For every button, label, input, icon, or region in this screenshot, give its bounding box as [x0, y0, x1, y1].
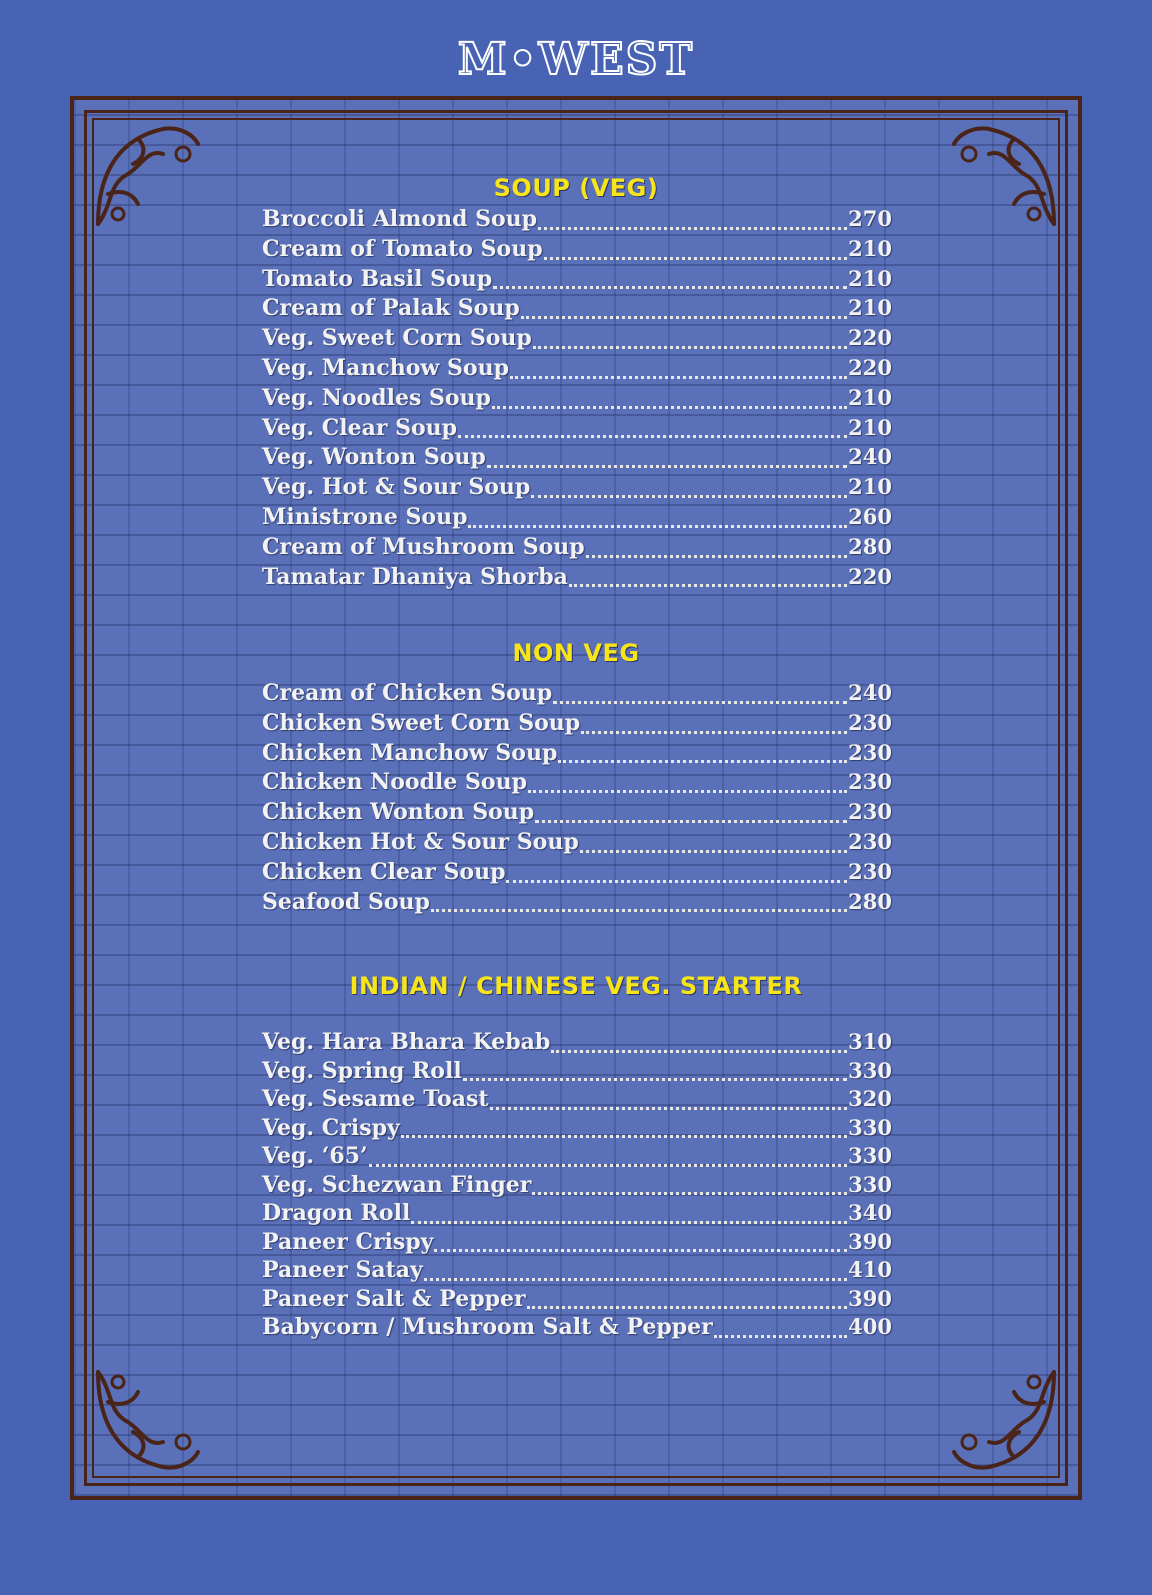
menu-item-price: 280	[848, 888, 892, 914]
menu-item-name: Tamatar Dhaniya Shorba	[262, 563, 568, 590]
menu-item	[262, 442, 892, 472]
menu-item-name: Paneer Crispy	[262, 1228, 434, 1255]
menu-item	[262, 887, 892, 917]
section-title-veg-starter: INDIAN / CHINESE VEG. STARTER	[349, 972, 803, 1000]
menu-item-price: 340	[848, 1200, 892, 1225]
menu-item	[262, 1313, 892, 1342]
dot-leader	[434, 1249, 847, 1252]
section-items-veg-starter	[262, 1028, 892, 1342]
menu-item-name: Paneer Satay	[262, 1257, 423, 1283]
menu-item-price: 240	[848, 680, 892, 705]
menu-item	[262, 1199, 892, 1228]
menu-item	[262, 413, 892, 443]
menu-item-price: 230	[848, 858, 892, 884]
menu-item-name: Veg. Hot & Sour Soup	[262, 474, 531, 501]
menu-item	[262, 1285, 892, 1314]
menu-item-price: 220	[848, 354, 892, 380]
menu-item-price: 230	[848, 709, 892, 735]
menu-item-name: Veg. Noodles Soup	[262, 384, 491, 411]
menu-item	[262, 1085, 892, 1114]
menu-item-price: 220	[848, 563, 892, 589]
dot-leader	[553, 701, 847, 704]
dot-leader	[714, 1335, 847, 1338]
dot-leader	[424, 1278, 847, 1281]
menu-item-price: 320	[848, 1086, 892, 1111]
menu-item	[262, 264, 892, 294]
menu-item	[262, 857, 892, 887]
section-title-soup-veg: SOUP (VEG)	[493, 174, 659, 202]
menu-item-price: 230	[848, 799, 892, 825]
menu-item	[262, 1142, 892, 1171]
menu-item-price: 220	[848, 325, 892, 351]
menu-item-name: Babycorn / Mushroom Salt & Pepper	[262, 1314, 713, 1340]
menu-item	[262, 1171, 892, 1200]
menu-item-name: Tomato Basil Soup	[262, 265, 493, 292]
dot-leader	[551, 1050, 847, 1053]
menu-item-price: 330	[848, 1171, 892, 1197]
menu-item-price: 400	[848, 1314, 892, 1339]
menu-item-name: Veg. Schezwan Finger	[262, 1171, 532, 1198]
menu-item-price: 210	[848, 384, 892, 410]
menu-item-name: Veg. Spring Roll	[262, 1057, 462, 1084]
menu-item-name: Chicken Wonton Soup	[262, 799, 535, 826]
menu-item	[262, 738, 892, 768]
menu-item-price: 410	[848, 1257, 892, 1282]
dot-leader	[538, 227, 847, 230]
menu-item-price: 210	[848, 414, 892, 440]
menu-item	[262, 1256, 892, 1285]
dot-leader	[411, 1221, 847, 1224]
menu-item-name: Broccoli Almond Soup	[262, 206, 538, 232]
menu-item	[262, 562, 892, 592]
menu-item-price: 210	[848, 265, 892, 291]
section-items-non-veg	[262, 678, 892, 916]
dot-leader	[532, 1192, 847, 1195]
dot-leader	[521, 316, 847, 319]
dot-leader	[535, 820, 847, 823]
dot-leader	[558, 760, 847, 763]
menu-item-price: 310	[848, 1029, 892, 1054]
menu-item-name: Veg. Crispy	[262, 1114, 400, 1141]
menu-item-price: 210	[848, 295, 892, 321]
dot-leader	[492, 406, 847, 409]
dot-leader	[569, 584, 847, 587]
brand-logo: M•WEST	[457, 34, 695, 85]
dot-leader	[506, 880, 847, 883]
menu-item	[262, 1114, 892, 1143]
menu-item-name: Chicken Hot & Sour Soup	[262, 828, 579, 855]
menu-item	[262, 204, 892, 234]
menu-item-name: Veg. ‘65’	[262, 1143, 368, 1169]
menu-item	[262, 502, 892, 532]
menu-item-price: 390	[848, 1285, 892, 1311]
menu-item-price: 230	[848, 769, 892, 795]
dot-leader	[463, 1078, 847, 1081]
dot-leader	[401, 1135, 847, 1138]
dot-leader	[527, 1306, 848, 1309]
menu-item-price: 280	[848, 533, 892, 559]
menu-item-name: Veg. Sweet Corn Soup	[262, 325, 532, 352]
menu-item-name: Seafood Soup	[262, 888, 430, 915]
menu-item-name: Ministrone Soup	[262, 503, 468, 530]
menu-item	[262, 234, 892, 264]
menu-item	[262, 827, 892, 857]
menu-item-price: 210	[848, 474, 892, 500]
dot-leader	[369, 1164, 847, 1167]
dot-leader	[580, 850, 847, 853]
menu-item-name: Veg. Hara Bhara Kebab	[262, 1029, 551, 1055]
menu-item-price: 230	[848, 739, 892, 765]
menu-item-name: Cream of Chicken Soup	[262, 680, 553, 706]
menu-item	[262, 472, 892, 502]
menu-item	[262, 323, 892, 353]
dot-leader	[533, 346, 847, 349]
menu-item-price: 330	[848, 1143, 892, 1168]
menu-item	[262, 797, 892, 827]
menu-item-name: Chicken Clear Soup	[262, 858, 506, 885]
section-items-soup-veg	[262, 204, 892, 591]
dot-leader	[431, 909, 847, 912]
dot-leader	[531, 495, 847, 498]
dot-leader	[458, 435, 847, 438]
menu-item	[262, 1028, 892, 1057]
menu-item-price: 270	[848, 206, 892, 231]
section-title-non-veg: NON VEG	[512, 639, 640, 667]
menu-item-name: Chicken Manchow Soup	[262, 739, 558, 766]
menu-item-price: 230	[848, 828, 892, 854]
menu-item	[262, 1228, 892, 1257]
menu-item-price: 240	[848, 444, 892, 470]
menu-item-name: Chicken Sweet Corn Soup	[262, 709, 581, 736]
menu-item-name: Veg. Wonton Soup	[262, 444, 486, 471]
menu-item	[262, 767, 892, 797]
menu-item-price: 260	[848, 503, 892, 529]
menu-item	[262, 532, 892, 562]
menu-item-price: 390	[848, 1228, 892, 1254]
menu-item-price: 330	[848, 1114, 892, 1140]
dot-leader	[468, 525, 847, 528]
dot-leader	[586, 555, 848, 558]
dot-leader	[487, 465, 847, 468]
menu-item	[262, 353, 892, 383]
dot-leader	[544, 257, 848, 260]
menu-item-name: Veg. Clear Soup	[262, 414, 458, 441]
menu-item-name: Cream of Tomato Soup	[262, 235, 543, 262]
menu-item-name: Veg. Manchow Soup	[262, 354, 509, 381]
menu-item-price: 330	[848, 1057, 892, 1083]
dot-leader	[581, 731, 847, 734]
menu-item	[262, 678, 892, 708]
dot-leader	[493, 286, 847, 289]
menu-item-name: Cream of Mushroom Soup	[262, 533, 585, 560]
menu-item-name: Veg. Sesame Toast	[262, 1086, 489, 1112]
menu-item	[262, 383, 892, 413]
menu-item	[262, 293, 892, 323]
menu-item-price: 210	[848, 235, 892, 261]
menu-item-name: Cream of Palak Soup	[262, 295, 520, 322]
menu-item-name: Paneer Salt & Pepper	[262, 1285, 526, 1312]
menu-item	[262, 1057, 892, 1086]
menu-item-name: Dragon Roll	[262, 1200, 411, 1226]
dot-leader	[510, 376, 847, 379]
dot-leader	[528, 790, 847, 793]
menu-item	[262, 708, 892, 738]
dot-leader	[490, 1107, 848, 1110]
menu-item-name: Chicken Noodle Soup	[262, 769, 527, 796]
